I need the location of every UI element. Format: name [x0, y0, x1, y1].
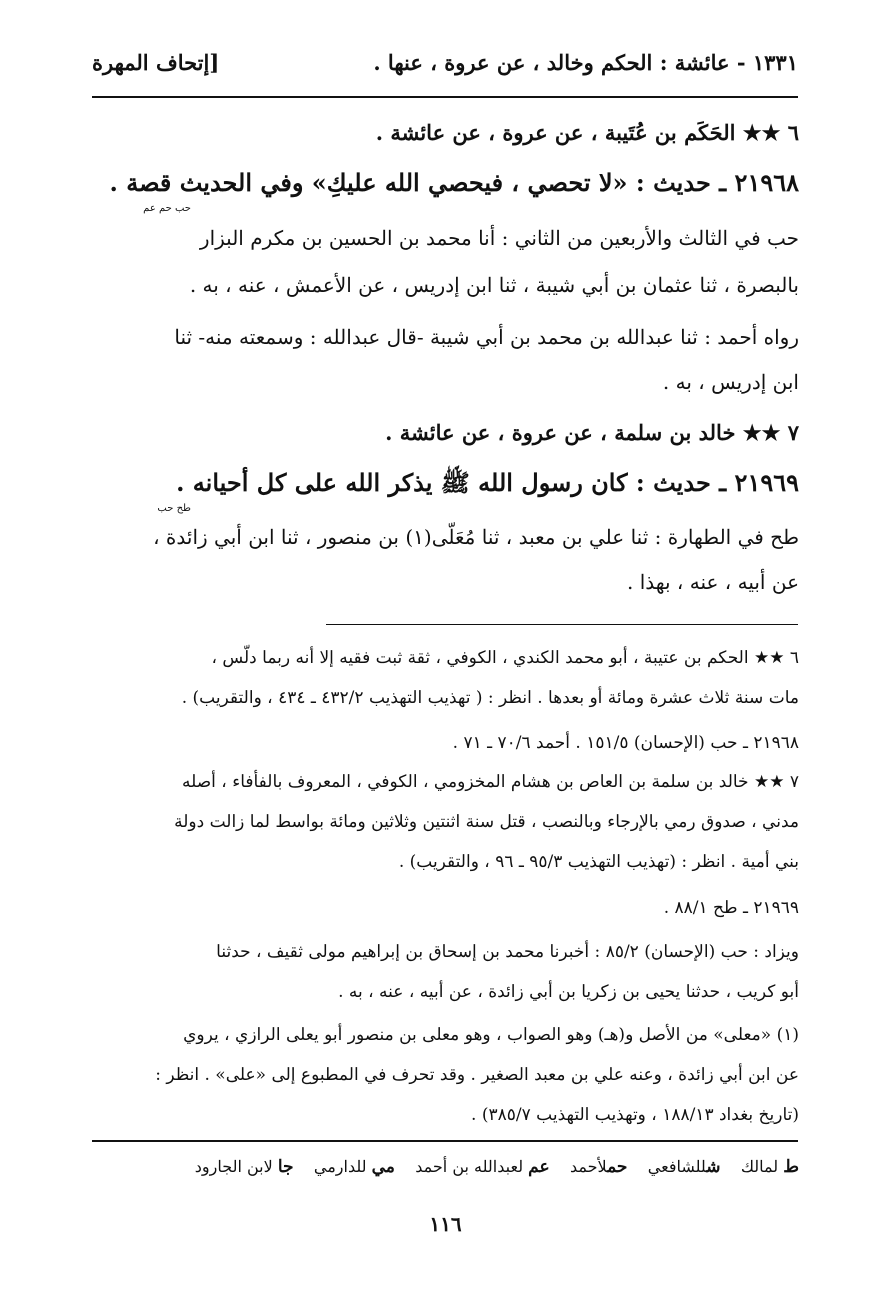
- legend-text: لمالك: [740, 1157, 779, 1176]
- footnote-line: بني أمية . انظر : (تهذيب التهذيب ٩٥/٣ ـ ٩٦ ، والتقريب) .: [398, 852, 799, 872]
- footnote-line: مات سنة ثلاث عشرة ومائة أو بعدها . انظر : ( تهذيب التهذيب ٤٣٢/٢ ـ ٤٣٤ ، والتقريب) .: [181, 688, 799, 708]
- legend-text: للدارمي: [313, 1157, 367, 1176]
- hadith-21968-line-4: ابن إدريس ، به .: [662, 370, 799, 394]
- legend-abbr: ش: [706, 1157, 721, 1177]
- footnote-line: ٢١٩٦٩ ـ طح ٨٨/١ .: [663, 898, 799, 918]
- header-divider: [92, 96, 798, 98]
- legend-text: للشافعي: [647, 1157, 707, 1176]
- legend-abbr: جا: [277, 1157, 294, 1177]
- chapter-title: ١٣٣١ - عائشة : الحكم وخالد ، عن عروة ، عنها .: [373, 50, 798, 75]
- hadith-21969-heading: ٢١٩٦٩ ـ حديث : كان رسول الله ﷺ يذكر الله على كل أحيانه .: [176, 468, 799, 497]
- legend-abbr: ط: [783, 1157, 799, 1177]
- footnote-line: (تاريخ بغداد ١٨٨/١٣ ، وتهذيب التهذيب ٣٨٥/٧) .: [471, 1105, 799, 1125]
- footnote-line: أبو كريب ، حدثنا يحيى بن زكريا بن أبي زائدة ، عن أبيه ، عنه ، به .: [338, 982, 799, 1002]
- running-header: [92, 44, 798, 88]
- hadith-21968-heading: ٢١٩٦٨ ـ حديث : «لا تحصي ، فيحصي الله عليكِ» وفي الحديث قصة .: [109, 168, 799, 197]
- hadith-21968-line-3: رواه أحمد : ثنا عبدالله بن محمد بن أبي شيبة -قال عبدالله : وسمعته منه- ثنا: [174, 325, 799, 349]
- narrator-heading-7: ٧ ★★ خالد بن سلمة ، عن عروة ، عن عائشة .: [385, 420, 799, 445]
- footnote-line: ويزاد : حب (الإحسان) ٨٥/٢ : أخبرنا محمد بن إسحاق بن إبراهيم مولى ثقيف ، حدثنا: [216, 942, 799, 962]
- hadith-21969-line-1: طح في الطهارة : ثنا علي بن معبد ، ثنا مُعَلّى(١) بن منصور ، ثنا ابن أبي زائدة ،: [153, 525, 799, 549]
- footnote-line: مدني ، صدوق رمي بالإرجاء وبالنصب ، قتل سنة اثنتين وثلاثين ومائة بواسط لما زالت دولة: [174, 812, 799, 832]
- legend-text: لأحمد: [569, 1157, 608, 1176]
- hadith-21968-line-2: بالبصرة ، ثنا عثمان بن أبي شيبة ، ثنا ابن إدريس ، عن الأعمش ، عنه ، به .: [189, 273, 799, 297]
- legend-abbr: مي: [371, 1157, 395, 1177]
- footnote-line: ٦ ★★ الحكم بن عتيبة ، أبو محمد الكندي ، الكوفي ، ثقة ثبت فقيه إلا أنه ربما دلّس ،: [211, 648, 799, 668]
- footnote-line: ٢١٩٦٨ ـ حب (الإحسان) ١٥١/٥ . أحمد ٧٠/٦ ـ ٧١ .: [452, 733, 799, 753]
- legend-abbr: عم: [528, 1157, 550, 1177]
- footnote-line: عن ابن أبي زائدة ، وعنه علي بن معبد الصغير . وقد تحرف في المطبوع إلى «على» . انظر :: [155, 1065, 799, 1085]
- narrator-heading-6: ٦ ★★ الحَكَم بن عُتَيبة ، عن عروة ، عن عائشة .: [375, 120, 799, 145]
- hadith-21969-sigla: طح حب: [157, 503, 191, 514]
- footnote-line: (١) «معلى» من الأصل و(هـ) وهو الصواب ، وهو معلى بن منصور أبو يعلى الرازي ، يروي: [183, 1025, 799, 1045]
- abbreviation-legend: [93, 1157, 799, 1177]
- hadith-21969-line-2: عن أبيه ، عنه ، بهذا .: [627, 570, 799, 594]
- hadith-21968-line-1: حب في الثالث والأربعين من الثاني : أنا محمد بن الحسين بن مكرم البزار: [199, 226, 799, 250]
- hadith-21968-sigla: حب حم عم: [143, 203, 191, 214]
- footnote-line: ٧ ★★ خالد بن سلمة بن العاص بن هشام المخزومي ، الكوفي ، المعروف بالفأفاء ، أصله: [182, 772, 799, 792]
- page-number: ١١٦: [429, 1212, 462, 1236]
- legend-text: لعبدالله بن أحمد: [415, 1157, 524, 1176]
- legend-divider: [92, 1140, 798, 1142]
- footnote-divider: [326, 624, 798, 625]
- legend-abbr: حم: [607, 1157, 628, 1177]
- book-title: [إتحاف المهرة: [92, 50, 220, 75]
- legend-text: لابن الجارود: [194, 1157, 273, 1176]
